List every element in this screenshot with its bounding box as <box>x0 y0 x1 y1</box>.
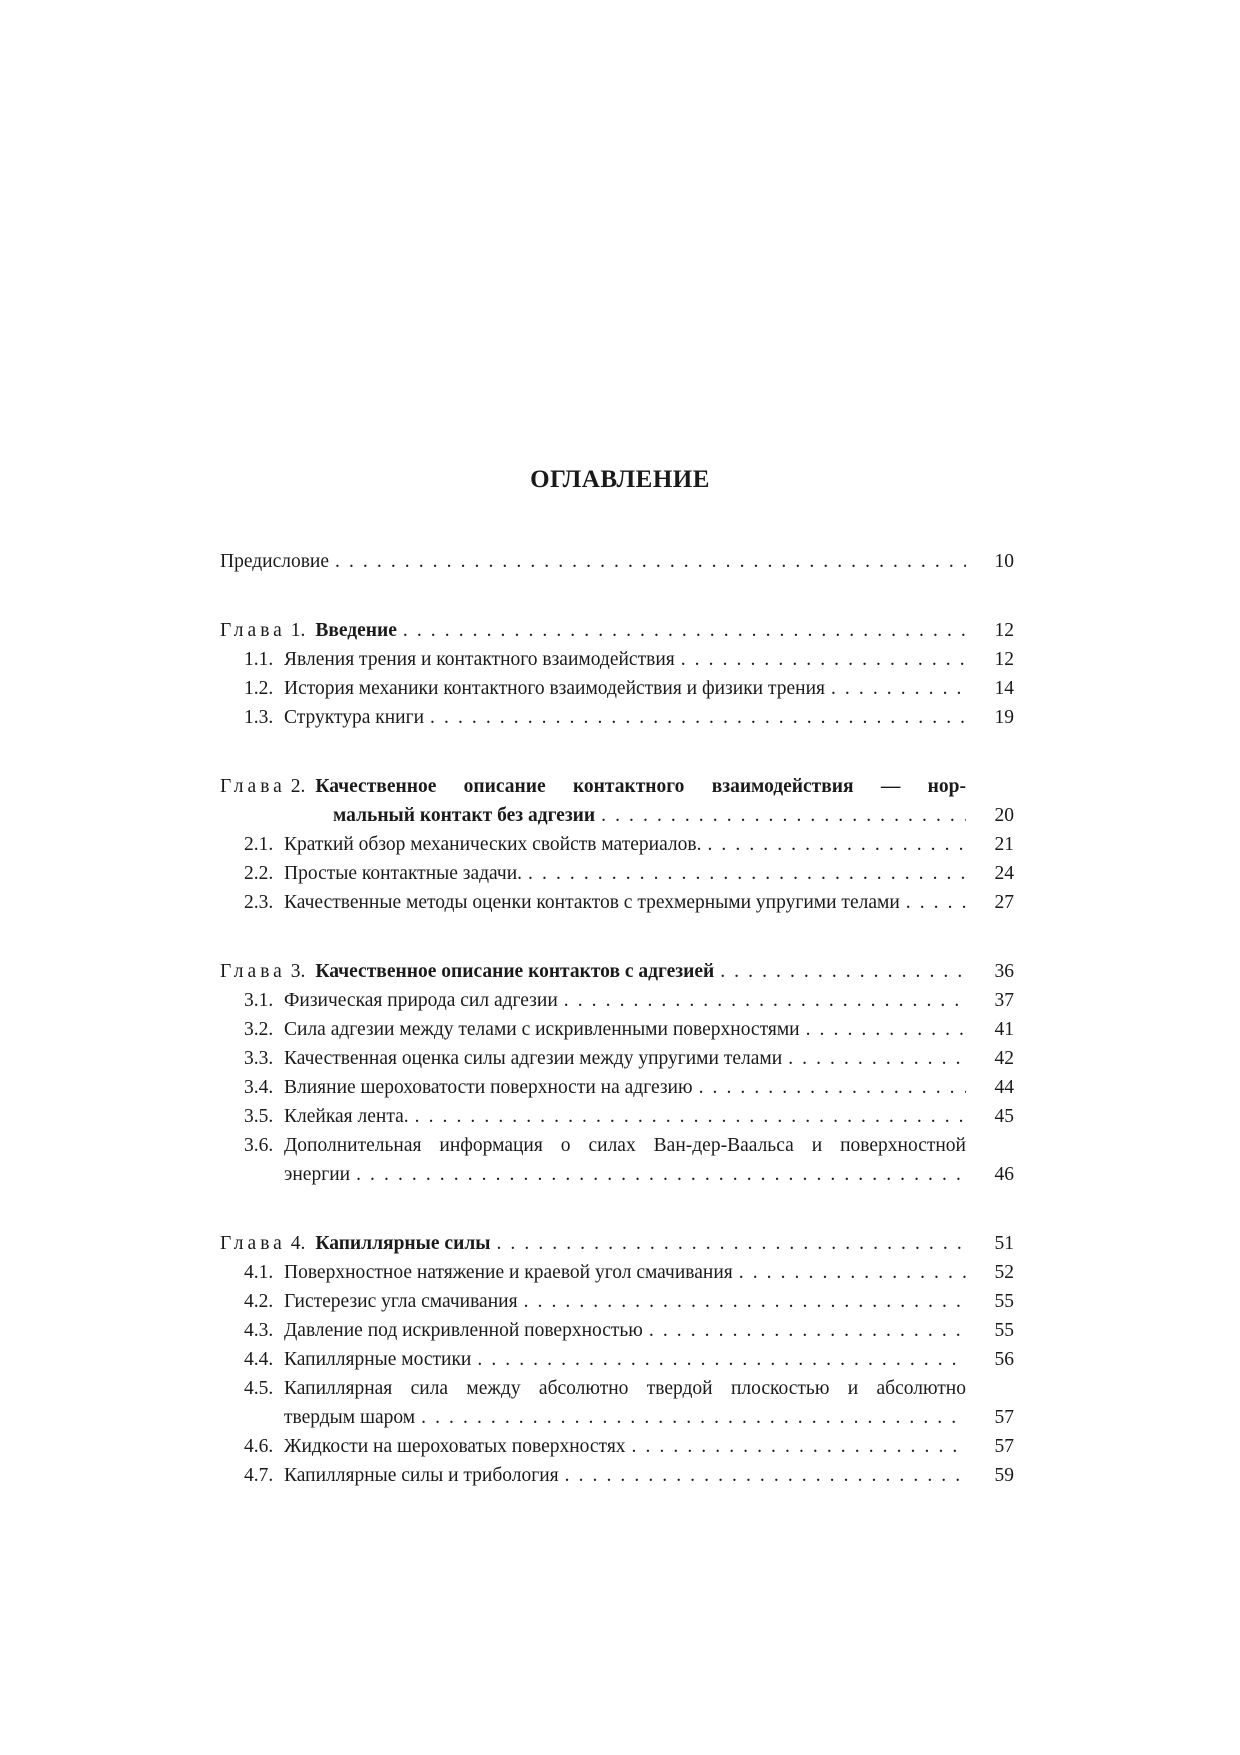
section-number: 4.7. <box>244 1465 274 1486</box>
toc-group <box>220 1229 1014 1490</box>
entry-title: Капиллярные мостики <box>284 1349 472 1370</box>
entry-title-line <box>220 801 966 830</box>
entry-title-line <box>244 1015 966 1044</box>
entry-title-line <box>220 957 966 986</box>
section-number: 3.5. <box>244 1106 274 1127</box>
entry-title: Жидкости на шероховатых поверхностях <box>284 1436 626 1457</box>
entry-title: Сила адгезии между телами с искривленными поверхностями <box>284 1019 800 1040</box>
entry-title: Гистерезис угла смачивания <box>284 1291 518 1312</box>
page-number: 36 <box>994 961 1014 982</box>
toc-chapter-entry[interactable] <box>220 772 1014 801</box>
section-number: 2.2. <box>244 863 274 884</box>
entry-title-line <box>244 1374 966 1403</box>
dot-leader <box>900 888 966 917</box>
entry-title-line <box>244 703 966 732</box>
entry-title: Предисловие <box>220 551 330 572</box>
toc-section-entry[interactable] <box>220 1073 1014 1102</box>
dot-leader <box>409 1102 966 1131</box>
toc-section-entry[interactable] <box>220 703 1014 732</box>
entry-title: Качественное описание контактного взаимодействия — нор- <box>315 776 966 797</box>
toc-section-entry[interactable] <box>220 674 1014 703</box>
entry-title-line <box>244 1403 966 1432</box>
entry-title: История механики контактного взаимодействия и физики трения <box>284 678 825 699</box>
dot-leader <box>329 547 966 576</box>
chapter-number: 2. <box>290 776 306 797</box>
section-number: 3.3. <box>244 1048 274 1069</box>
entry-title-line <box>244 830 966 859</box>
entry-title: Клейкая лента. <box>284 1106 409 1127</box>
entry-title: Качественные методы оценки контактов с трехмерными упругими телами <box>284 892 900 913</box>
section-number: 3.2. <box>244 1019 274 1040</box>
entry-title: Поверхностное натяжение и краевой угол смачивания <box>284 1262 733 1283</box>
toc-section-entry[interactable] <box>220 1044 1014 1073</box>
entry-title-line <box>244 1073 966 1102</box>
dot-leader <box>782 1044 966 1073</box>
entry-title: Введение <box>315 620 397 641</box>
toc-section-entry[interactable] <box>220 645 1014 674</box>
toc-group <box>220 957 1014 1189</box>
page-number: 19 <box>994 707 1014 728</box>
toc-section-entry[interactable] <box>220 888 1014 917</box>
entry-title-line <box>244 1287 966 1316</box>
entry-title: Дополнительная информация о силах Ван-дер-Ваальса и поверхностной <box>284 1135 966 1156</box>
toc-chapter-entry[interactable] <box>220 801 1014 830</box>
page-number: 27 <box>994 892 1014 913</box>
dot-leader <box>518 1287 966 1316</box>
page-number: 20 <box>994 805 1014 826</box>
page-number: 37 <box>994 990 1014 1011</box>
entry-title-line <box>244 1432 966 1461</box>
section-number: 3.6. <box>244 1135 274 1156</box>
dot-leader <box>825 674 966 703</box>
page-number: 55 <box>994 1320 1014 1341</box>
entry-title: Структура книги <box>284 707 425 728</box>
toc-section-entry[interactable] <box>220 830 1014 859</box>
dot-leader <box>397 616 966 645</box>
entry-title: Физическая природа сил адгезии <box>284 990 558 1011</box>
page-number: 52 <box>994 1262 1014 1283</box>
entry-title-line <box>244 1316 966 1345</box>
entry-title: Простые контактные задачи. <box>284 863 523 884</box>
entry-title-line <box>220 547 966 576</box>
section-number: 2.1. <box>244 834 274 855</box>
entry-title: Давление под искривленной поверхностью <box>284 1320 643 1341</box>
page-number: 14 <box>994 678 1014 699</box>
dot-leader <box>693 1073 966 1102</box>
entry-title: Явления трения и контактного взаимодействия <box>284 649 675 670</box>
toc-group <box>220 547 1014 576</box>
entry-title-line <box>244 1102 966 1131</box>
entry-title: Качественная оценка силы адгезии между упругими телами <box>284 1048 783 1069</box>
dot-leader <box>350 1160 966 1189</box>
entry-title: Качественное описание контактов с адгезией <box>315 961 715 982</box>
section-number: 1.3. <box>244 707 274 728</box>
section-number: 3.4. <box>244 1077 274 1098</box>
toc-section-entry[interactable] <box>220 1160 1014 1189</box>
chapter-number: 4. <box>290 1233 306 1254</box>
section-number: 4.3. <box>244 1320 274 1341</box>
page-number: 51 <box>994 1233 1014 1254</box>
page-number: 41 <box>994 1019 1014 1040</box>
entry-title-line <box>244 986 966 1015</box>
page-number: 57 <box>994 1436 1014 1457</box>
toc-group <box>220 772 1014 917</box>
dot-leader <box>415 1403 966 1432</box>
dot-leader <box>643 1316 966 1345</box>
entry-title-line <box>244 1044 966 1073</box>
entry-title-line <box>244 645 966 674</box>
dot-leader <box>733 1258 966 1287</box>
chapter-label: Глава <box>220 776 286 797</box>
toc-section-entry[interactable] <box>220 986 1014 1015</box>
entry-title: мальный контакт без адгезии <box>333 805 596 826</box>
section-number: 1.2. <box>244 678 274 699</box>
entry-title-wrap <box>284 1374 966 1403</box>
chapter-number: 1. <box>290 620 306 641</box>
entry-title: Капиллярные силы и трибология <box>284 1465 559 1486</box>
dot-leader <box>626 1432 966 1461</box>
table-of-contents <box>220 547 1014 1490</box>
page-number: 46 <box>994 1164 1014 1185</box>
dot-leader <box>800 1015 966 1044</box>
toc-section-entry[interactable] <box>220 1374 1014 1403</box>
page-number: 24 <box>994 863 1014 884</box>
toc-section-entry[interactable] <box>220 1432 1014 1461</box>
toc-section-entry[interactable] <box>220 1461 1014 1490</box>
entry-title-line <box>244 1461 966 1490</box>
entry-title-line <box>244 1345 966 1374</box>
page-number: 12 <box>994 620 1014 641</box>
chapter-label: Глава <box>220 620 286 641</box>
dot-leader <box>424 703 966 732</box>
chapter-label: Глава <box>220 1233 286 1254</box>
toc-section-entry[interactable] <box>220 1258 1014 1287</box>
dot-leader <box>471 1345 966 1374</box>
entry-title: энергии <box>284 1164 351 1185</box>
entry-title-line <box>220 616 966 645</box>
toc-section-entry[interactable] <box>220 1316 1014 1345</box>
page-number: 44 <box>994 1077 1014 1098</box>
dot-leader <box>559 1461 966 1490</box>
toc-chapter-entry[interactable] <box>220 1229 1014 1258</box>
entry-title-line <box>220 772 966 801</box>
toc-section-entry[interactable] <box>220 859 1014 888</box>
entry-title: Капиллярные силы <box>315 1233 491 1254</box>
section-number: 4.6. <box>244 1436 274 1457</box>
entry-title-line <box>244 1160 966 1189</box>
toc-section-entry[interactable] <box>220 1015 1014 1044</box>
toc-section-entry[interactable] <box>220 1102 1014 1131</box>
dot-leader <box>522 859 966 888</box>
page-number: 12 <box>994 649 1014 670</box>
entry-title-line <box>244 1258 966 1287</box>
section-number: 2.3. <box>244 892 274 913</box>
page-number: 56 <box>994 1349 1014 1370</box>
dot-leader <box>701 830 966 859</box>
entry-title: твердым шаром <box>284 1407 416 1428</box>
page-number: 57 <box>994 1407 1014 1428</box>
toc-section-entry[interactable] <box>220 1403 1014 1432</box>
chapter-label: Глава <box>220 961 286 982</box>
section-number: 3.1. <box>244 990 274 1011</box>
toc-section-entry[interactable] <box>220 1287 1014 1316</box>
entry-title-line <box>244 1131 966 1160</box>
page-number: 10 <box>994 551 1014 572</box>
toc-section-entry[interactable] <box>220 1131 1014 1160</box>
toc-chapter-entry[interactable] <box>220 616 1014 645</box>
toc-chapter-entry[interactable] <box>220 957 1014 986</box>
dot-leader <box>714 957 966 986</box>
section-number: 1.1. <box>244 649 274 670</box>
chapter-number: 3. <box>290 961 306 982</box>
toc-heading: ОГЛАВЛЕНИЕ <box>530 466 710 493</box>
section-number: 4.2. <box>244 1291 274 1312</box>
page-number: 21 <box>994 834 1014 855</box>
toc-section-entry[interactable] <box>220 1345 1014 1374</box>
section-number: 4.4. <box>244 1349 274 1370</box>
entry-title: Влияние шероховатости поверхности на адгезию <box>284 1077 693 1098</box>
section-number: 4.5. <box>244 1378 274 1399</box>
page-number: 55 <box>994 1291 1014 1312</box>
section-number: 4.1. <box>244 1262 274 1283</box>
entry-title: Капиллярная сила между абсолютно твердой плоскостью и абсолютно <box>284 1378 966 1399</box>
dot-leader <box>675 645 966 674</box>
page-number: 42 <box>994 1048 1014 1069</box>
entry-title-line <box>244 859 966 888</box>
entry-title: Краткий обзор механических свойств материалов. <box>284 834 702 855</box>
toc-group <box>220 616 1014 732</box>
page-number: 59 <box>994 1465 1014 1486</box>
entry-title-wrap <box>315 772 966 801</box>
page-number: 45 <box>994 1106 1014 1127</box>
dot-leader <box>558 986 966 1015</box>
dot-leader <box>490 1229 966 1258</box>
entry-title-wrap <box>284 1131 966 1160</box>
toc-section-entry[interactable] <box>220 547 1014 576</box>
dot-leader <box>595 801 966 830</box>
entry-title-line <box>220 1229 966 1258</box>
entry-title-line <box>244 674 966 703</box>
entry-title-line <box>244 888 966 917</box>
